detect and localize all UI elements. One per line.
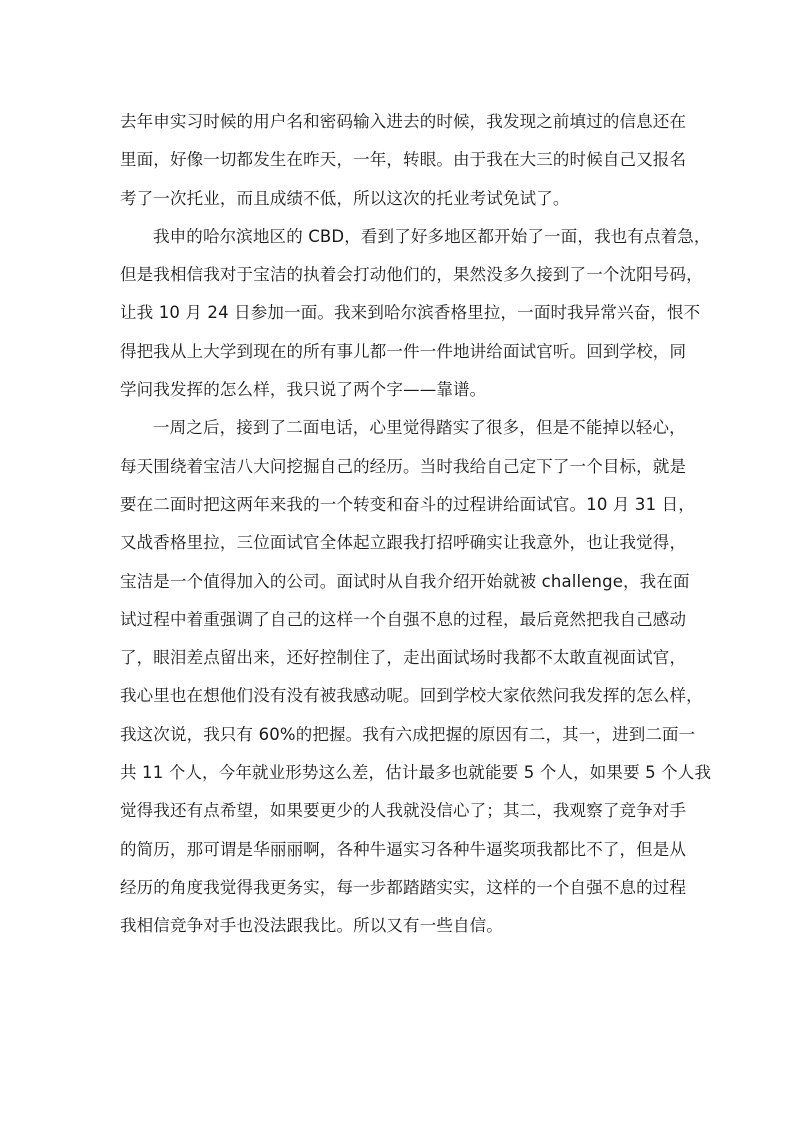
text-line: 我这次说，我只有 60%的把握。我有六成把握的原因有二，其一，进到二面一 xyxy=(120,724,696,744)
text-line: 一周之后，接到了二面电话，心里觉得踏实了很多，但是不能掉以轻心， xyxy=(153,418,686,438)
text-line: 的简历，那可谓是华丽丽啊，各种牛逼实习各种牛逼奖项我都比不了，但是从 xyxy=(120,839,687,859)
text-line: 每天围绕着宝洁八大问挖掘自己的经历。当时我给自己定下了一个目标，就是 xyxy=(120,456,687,476)
paragraph-2 xyxy=(120,218,711,409)
text-line: 让我 10 月 24 日参加一面。我来到哈尔滨香格里拉，一面时我异常兴奋，恨不 xyxy=(120,303,701,323)
text-line: 去年申实习时候的用户名和密码输入进去的时候，我发现之前填过的信息还在 xyxy=(120,112,687,131)
text-line: 考了一次托业，而且成绩不低，所以这次的托业考试免试了。 xyxy=(120,188,570,208)
text-line: 我心里也在想他们没有没有被我感动呢。回到学校大家依然问我发挥的怎么样， xyxy=(120,686,703,706)
text-line: 要在二面时把这两年来我的一个转变和奋斗的过程讲给面试官。10 月 31 日， xyxy=(120,494,695,514)
text-line: 经历的角度我觉得我更务实，每一步都踏踏实实，这样的一个自强不息的过程 xyxy=(120,877,687,897)
text-line: 但是我相信我对于宝洁的执着会打动他们的，果然没多久接到了一个沈阳号码， xyxy=(120,265,703,285)
text-line: 觉得我还有点希望，如果要更少的人我就没信心了；其二，我观察了竞争对手 xyxy=(120,801,687,821)
text-line: 又战香格里拉，三位面试官全体起立跟我打招呼确实让我意外，也让我觉得， xyxy=(120,533,687,553)
document-body xyxy=(120,103,712,946)
text-line: 里面，好像一切都发生在昨天，一年，转眼。由于我在大三的时候自己又报名 xyxy=(120,150,687,170)
paragraph-1 xyxy=(120,103,687,218)
text-line: 我相信竞争对手也没法跟我比。所以又有一些自信。 xyxy=(120,916,503,936)
text-line: 共 11 个人，今年就业形势这么差，估计最多也就能要 5 个人，如果要 5 个人我 xyxy=(120,763,712,783)
text-line: 了，眼泪差点留出来，还好控制住了，走出面试场时我都不太敢直视面试官， xyxy=(120,648,687,668)
paragraph-3 xyxy=(120,409,712,945)
text-line: 学问我发挥的怎么样，我只说了两个字——靠谱。 xyxy=(120,380,487,400)
text-line: 宝洁是一个值得加入的公司。面试时从自我介绍开始就被 challenge，我在面 xyxy=(120,571,690,591)
text-line: 得把我从上大学到现在的所有事儿都一件一件地讲给面试官听。回到学校，同 xyxy=(120,341,687,361)
text-line: 试过程中着重强调了自己的这样一个自强不息的过程，最后竟然把我自己感动 xyxy=(120,609,687,629)
text-line: 我申的哈尔滨地区的 CBD，看到了好多地区都开始了一面，我也有点着急， xyxy=(153,226,711,246)
